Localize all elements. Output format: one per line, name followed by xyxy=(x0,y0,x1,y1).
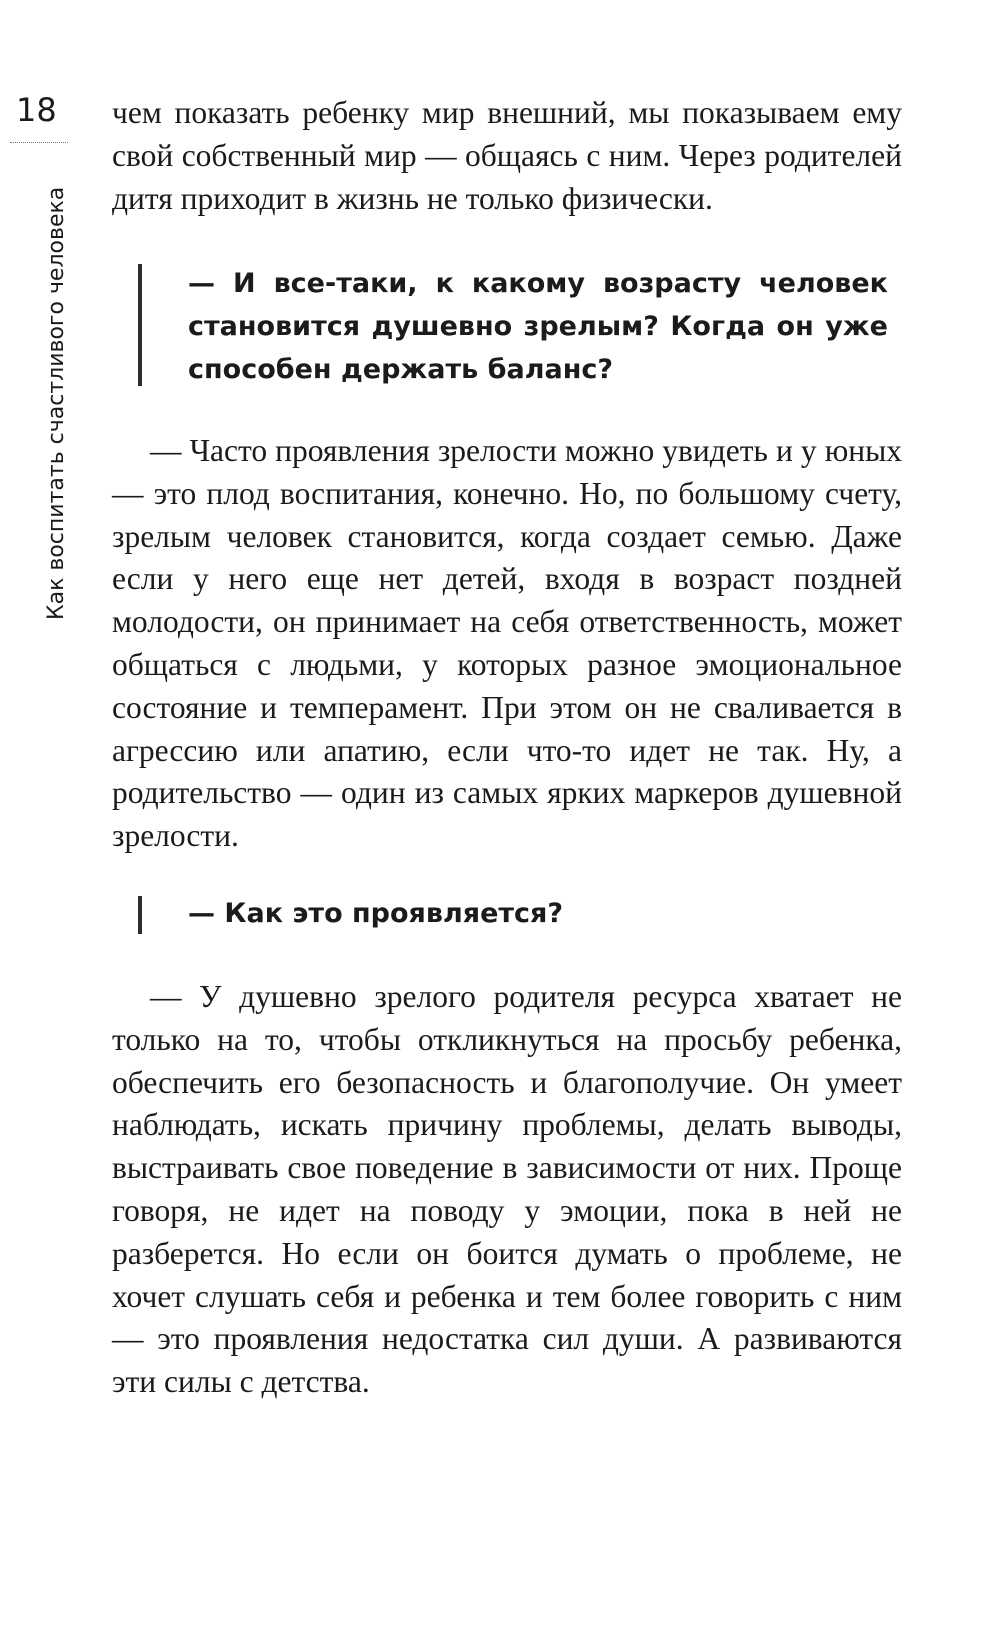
paragraph-answer-1-text: — Часто проявления зрелости можно увидеть и у юных — это плод воспитания, конечно. Но, по большому счету, зрелым человек становится, когда создает семью. Даже если у него еще нет детей, входя в возраст поздней молодости, он принимает на себя ответственность, может общаться с людьми, у которых разное эмоциональное состояние и темперамент. При этом он не сваливается в агрессию или апатию, если что-то идет не так. Ну, а родительство — один из самых ярких маркеров душевной зрелости. xyxy=(112,433,902,854)
paragraph-answer-2-text: — У душевно зрелого родителя ресурса хватает не только на то, чтобы откликнуться на просьбу ребенка, обеспечить его безопасность и благополучие. Он умеет наблюдать, искать причину проблемы, делать выводы, выстраивать свое поведение в зависимости от них. Проще говоря, не идет на поводу у эмоции, пока в ней не разберется. Но если он боится думать о проблеме, не хочет слушать себя и ребенка и тем более говорить с ним — это проявления недостатка сил души. А развиваются эти силы с детства. xyxy=(112,979,902,1400)
running-head: Как воспитать счастливого человека xyxy=(44,186,69,620)
question-marker-bar xyxy=(138,896,142,934)
question-marker-bar xyxy=(138,264,142,386)
page-number-divider xyxy=(10,142,68,143)
page-number: 18 xyxy=(16,91,57,129)
interview-question-1: — И все-таки, к какому возрасту человек становится душевно зрелым? Когда он уже способен держать баланс? xyxy=(188,268,888,385)
paragraph-intro xyxy=(112,92,902,220)
paragraph-answer-2 xyxy=(112,976,902,1404)
paragraph-answer-1 xyxy=(112,430,902,858)
paragraph-intro-text: чем показать ребенку мир внешний, мы показываем ему свой собственный мир — общаясь с ним. Через родителей дитя приходит в жизнь не только физически. xyxy=(112,95,902,216)
interview-question-2: — Как это проявляется? xyxy=(188,898,564,929)
